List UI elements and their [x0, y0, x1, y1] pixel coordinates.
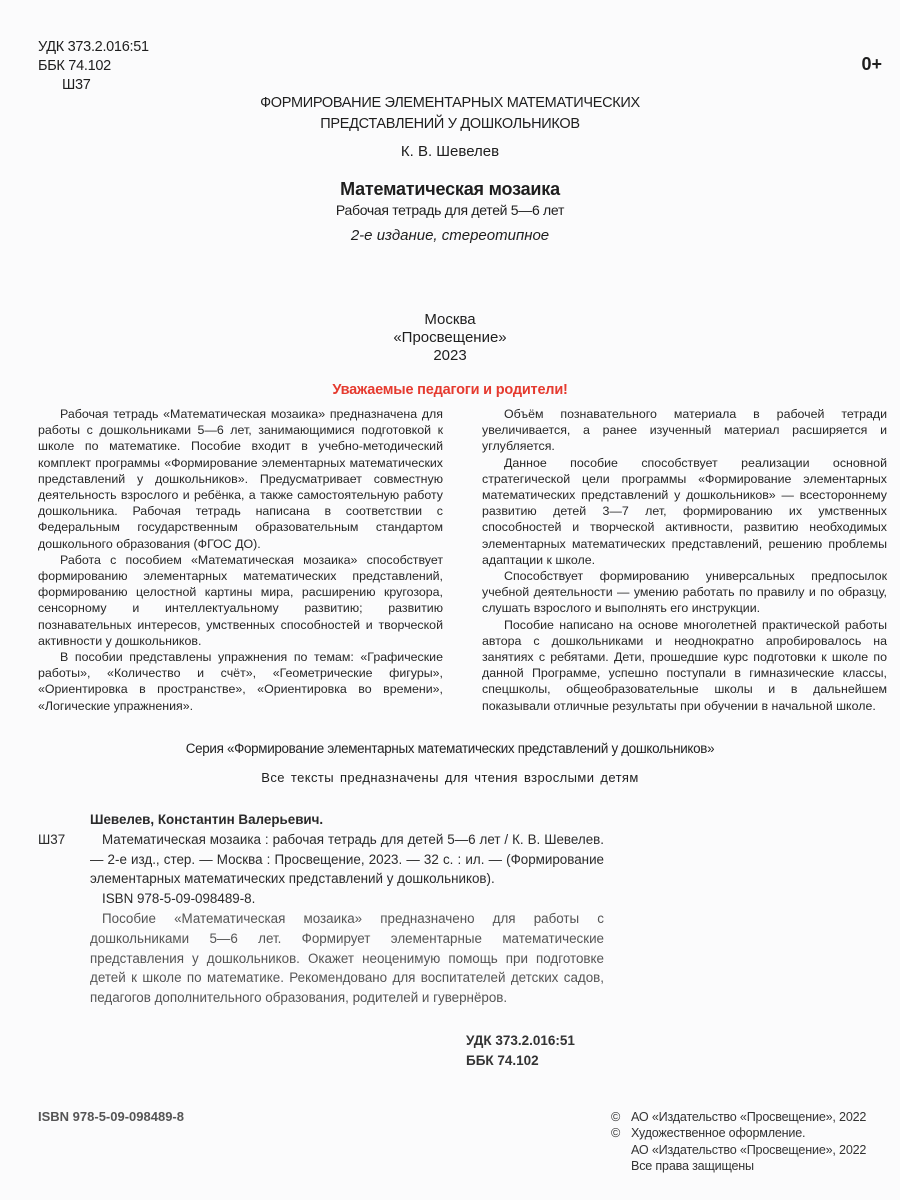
- preface-paragraph: Рабочая тетрадь «Математическая мозаика» предназначена для работы с дошкольниками 5—6 лет, занимающимися подготовкой к школе по математике. Пособие входит в учебно-методический комплект программы «Формирование элементарных математических представлений у дошкольников». Предусматривает совместную деятельность взрослого и ребёнка, а также самостоятельную работу дошкольника. Рабочая тетрадь написана в соответствии с Федеральным государственным образовательным стандартом дошкольного образования (ФГОС ДО).: [38, 407, 443, 551]
- preface-paragraph: Данное пособие способствует реализации основной стратегической цели программы «Формирование элементарных математических представлений у дошкольников» — всестороннему развитию детей 3—7 лет, формированию их умственных способностей и творческой активности, развитию необходимых элементарных математических представлений, решению проблемы адаптации к школе.: [482, 455, 887, 567]
- series-heading-line1: ФОРМИРОВАНИЕ ЭЛЕМЕНТАРНЫХ МАТЕМАТИЧЕСКИХ: [260, 95, 640, 111]
- imprint-publisher: «Просвещение»: [393, 329, 507, 346]
- age-rating: 0+: [861, 54, 882, 74]
- copyright-publisher: АО «Издательство «Просвещение», 2022: [631, 1110, 867, 1124]
- catalog-card-heading: Шевелев, Константин Валерьевич.: [90, 812, 324, 827]
- preface-right-column: [482, 406, 887, 714]
- udk-code: УДК 373.2.016:51: [38, 39, 149, 55]
- catalog-card-annotation: Пособие «Математическая мозаика» предназначено для работы с дошкольниками 5—6 лет. Формирует элементарные математические представления у дошкольников. Окажет неоценимую помощь при подготовке детей к школе по математике. Рекомендовано для воспитателей детских садов, педагогов дополнительного образования, родителей и гувернёров.: [90, 910, 604, 1006]
- rights-reserved: Все права защищены: [631, 1159, 754, 1174]
- classification-codes: [38, 38, 149, 95]
- author-name: К. В. Шевелев: [400, 143, 500, 160]
- preface-paragraph: Пособие написано на основе многолетней практической работы автора с дошкольниками и неоднократно апробировалось на занятиях с ребятами. Дети, прошедшие курс подготовки к школе по данной Программе, успешно поступали в гимназические классы, спецшколы, общеобразовательные школы и в дальнейшем показывали отличные результаты при обучении в начальной школе.: [482, 617, 887, 713]
- catalog-card: [38, 810, 604, 1008]
- bbk-code: ББК 74.102: [38, 58, 111, 74]
- author-code: Ш37: [62, 77, 91, 93]
- copyright-icon: ©: [611, 1110, 621, 1124]
- preface-paragraph: В пособии представлены упражнения по темам: «Графические работы», «Количество и счёт», «Геометрические фигуры», «Ориентировка в пространстве», «Ориентировка во времени», «Логические упражнения».: [38, 650, 443, 713]
- catalog-card-code: Ш37: [38, 831, 66, 847]
- catalog-card-codes: [466, 1031, 575, 1071]
- book-title: Математическая мозаика: [340, 179, 560, 199]
- catalog-card-udk: УДК 373.2.016:51: [466, 1033, 575, 1048]
- catalog-card-bbk: ББК 74.102: [466, 1053, 539, 1068]
- copyright-block: [611, 1109, 866, 1175]
- adult-reading-note: Все тексты предназначены для чтения взрослыми детям: [261, 770, 639, 785]
- series-heading: [0, 93, 900, 135]
- series-note: Серия «Формирование элементарных математических представлений у дошкольников»: [185, 741, 715, 756]
- series-heading-line2: ПРЕДСТАВЛЕНИЙ У ДОШКОЛЬНИКОВ: [320, 116, 580, 132]
- copyright-design: Художественное оформление.: [631, 1126, 806, 1141]
- copyright-design-owner: АО «Издательство «Просвещение», 2022: [631, 1142, 867, 1157]
- preface-paragraph: Способствует формированию универсальных предпосылок учебной деятельности — умению работать по правилу и по образцу, слушать взрослого и выполнять его инструкции.: [482, 569, 887, 616]
- copyright-icon: ©: [611, 1126, 621, 1141]
- imprint: [0, 311, 900, 365]
- preface-paragraph: Работа с пособием «Математическая мозаика» способствует формированию элементарных математических представлений, формированию целостной картины мира, расширению кругозора, сенсорному и интеллектуальному развитию; развитию познавательных интересов, умственных способностей и творческой активности у дошкольников.: [38, 552, 443, 648]
- edition-note: 2-е издание, стереотипное: [350, 227, 550, 244]
- imprint-city: Москва: [424, 311, 476, 328]
- catalog-card-isbn: ISBN 978-5-09-098489-8.: [102, 891, 256, 907]
- footer-isbn: ISBN 978-5-09-098489-8: [38, 1109, 184, 1124]
- preface-left-column: [38, 406, 443, 714]
- preface-greeting: Уважаемые педагоги и родители!: [332, 382, 568, 398]
- book-subtitle: Рабочая тетрадь для детей 5—6 лет: [335, 202, 565, 218]
- catalog-card-description: Математическая мозаика : рабочая тетрадь для детей 5—6 лет / К. В. Шевелев. — 2-е изд., стер. — Москва : Просвещение, 2023. — 32 с. : ил. — (Формирование элементарных математических представлений у дошкольников).: [90, 831, 604, 887]
- imprint-year: 2023: [433, 347, 467, 364]
- preface-paragraph: Объём познавательного материала в рабочей тетради увеличивается, а ранее изученный материал расширяется и углубляется.: [482, 407, 887, 454]
